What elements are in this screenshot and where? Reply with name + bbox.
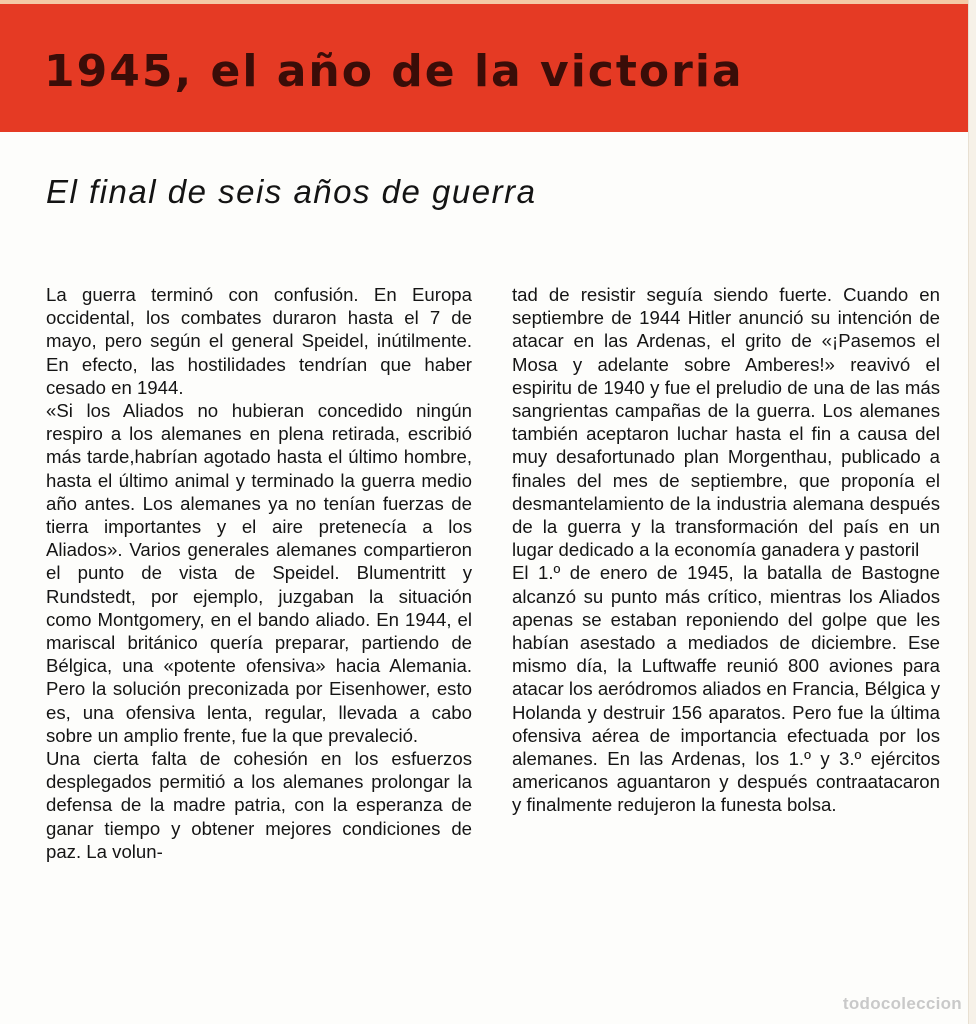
- paragraph: La guerra terminó con confusión. En Europa occidental, los combates duraron hasta el 7 de mayo, pero según el general Speidel, inútilmente. En efecto, las hostilidades tendrían que haber cesado en 1944.: [46, 284, 472, 398]
- paragraph: «Si los Aliados no hubieran concedido ningún respiro a los alemanes en plena retirada, escribió más tarde,habrían agotado hasta el último hombre, hasta el último animal y terminado la guerra medio año antes. Los alemanes ya no tenían fuerzas de tierra importantes y el aire pretenecía a los Aliados». Varios generales alemanes compartieron el punto de vista de Speidel. Blumentritt y Rundstedt, por ejemplo, juzgaban la situación como Montgomery, en el bando aliado. En 1944, el mariscal británico quería preparar, partiendo de Bélgica, una «potente ofensiva» hacia Alemania. Pero la solución preconizada por Eisenhower, esto es, una ofensiva lenta, regular, llevada a cabo sobre un amplio frente, fue la que prevaleció.: [46, 400, 472, 746]
- paragraph: tad de resistir seguía siendo fuerte. Cuando en septiembre de 1944 Hitler anunció su intención de atacar en las Ardenas, el grito de «¡Pasemos el Mosa y adelante sobre Amberes!» reavivó el espiritu de 1940 y fue el preludio de una de las más sangrientas campañas de la guerra. Los alemanes también aceptaron luchar hasta el fin a causa del muy desafortunado plan Morgenthau, publicado a finales del mes de septiembre, que proponía el desmantelamiento de la industria alemana después de la guerra y la transformación del país en un lugar dedicado a la economía ganadera y pastoril: [512, 284, 940, 561]
- article-column-left: [46, 283, 472, 863]
- title-banner: [0, 4, 968, 132]
- article-column-right: [512, 283, 940, 817]
- article-subtitle: El final de seis años de guerra: [46, 173, 537, 210]
- paragraph: El 1.º de enero de 1945, la batalla de Bastogne alcanzó su punto más crítico, mientras los Aliados apenas se estaban reponiendo del golpe que les habían asestado a mediados de diciembre. Ese mismo día, la Luftwaffe reunió 800 aviones para atacar los aeródromos aliados en Francia, Bélgica y Holanda y destruir 156 aparatos. Pero fue la última ofensiva aérea de importancia efectuada por los alemanes. En las Ardenas, los 1.º y 3.º ejércitos americanos aguantaron y después contraatacaron y finalmente redujeron la funesta bolsa.: [512, 562, 940, 816]
- paragraph: Una cierta falta de cohesión en los esfuerzos desplegados permitió a los alemanes prolongar la defensa de la madre patria, con la esperanza de ganar tiempo y obtener mejores condiciones de paz. La volun-: [46, 748, 472, 862]
- watermark-logo: todocoleccion: [842, 994, 962, 1013]
- page-title: 1945, el año de la victoria: [44, 46, 744, 97]
- page-right-edge: [968, 0, 976, 1024]
